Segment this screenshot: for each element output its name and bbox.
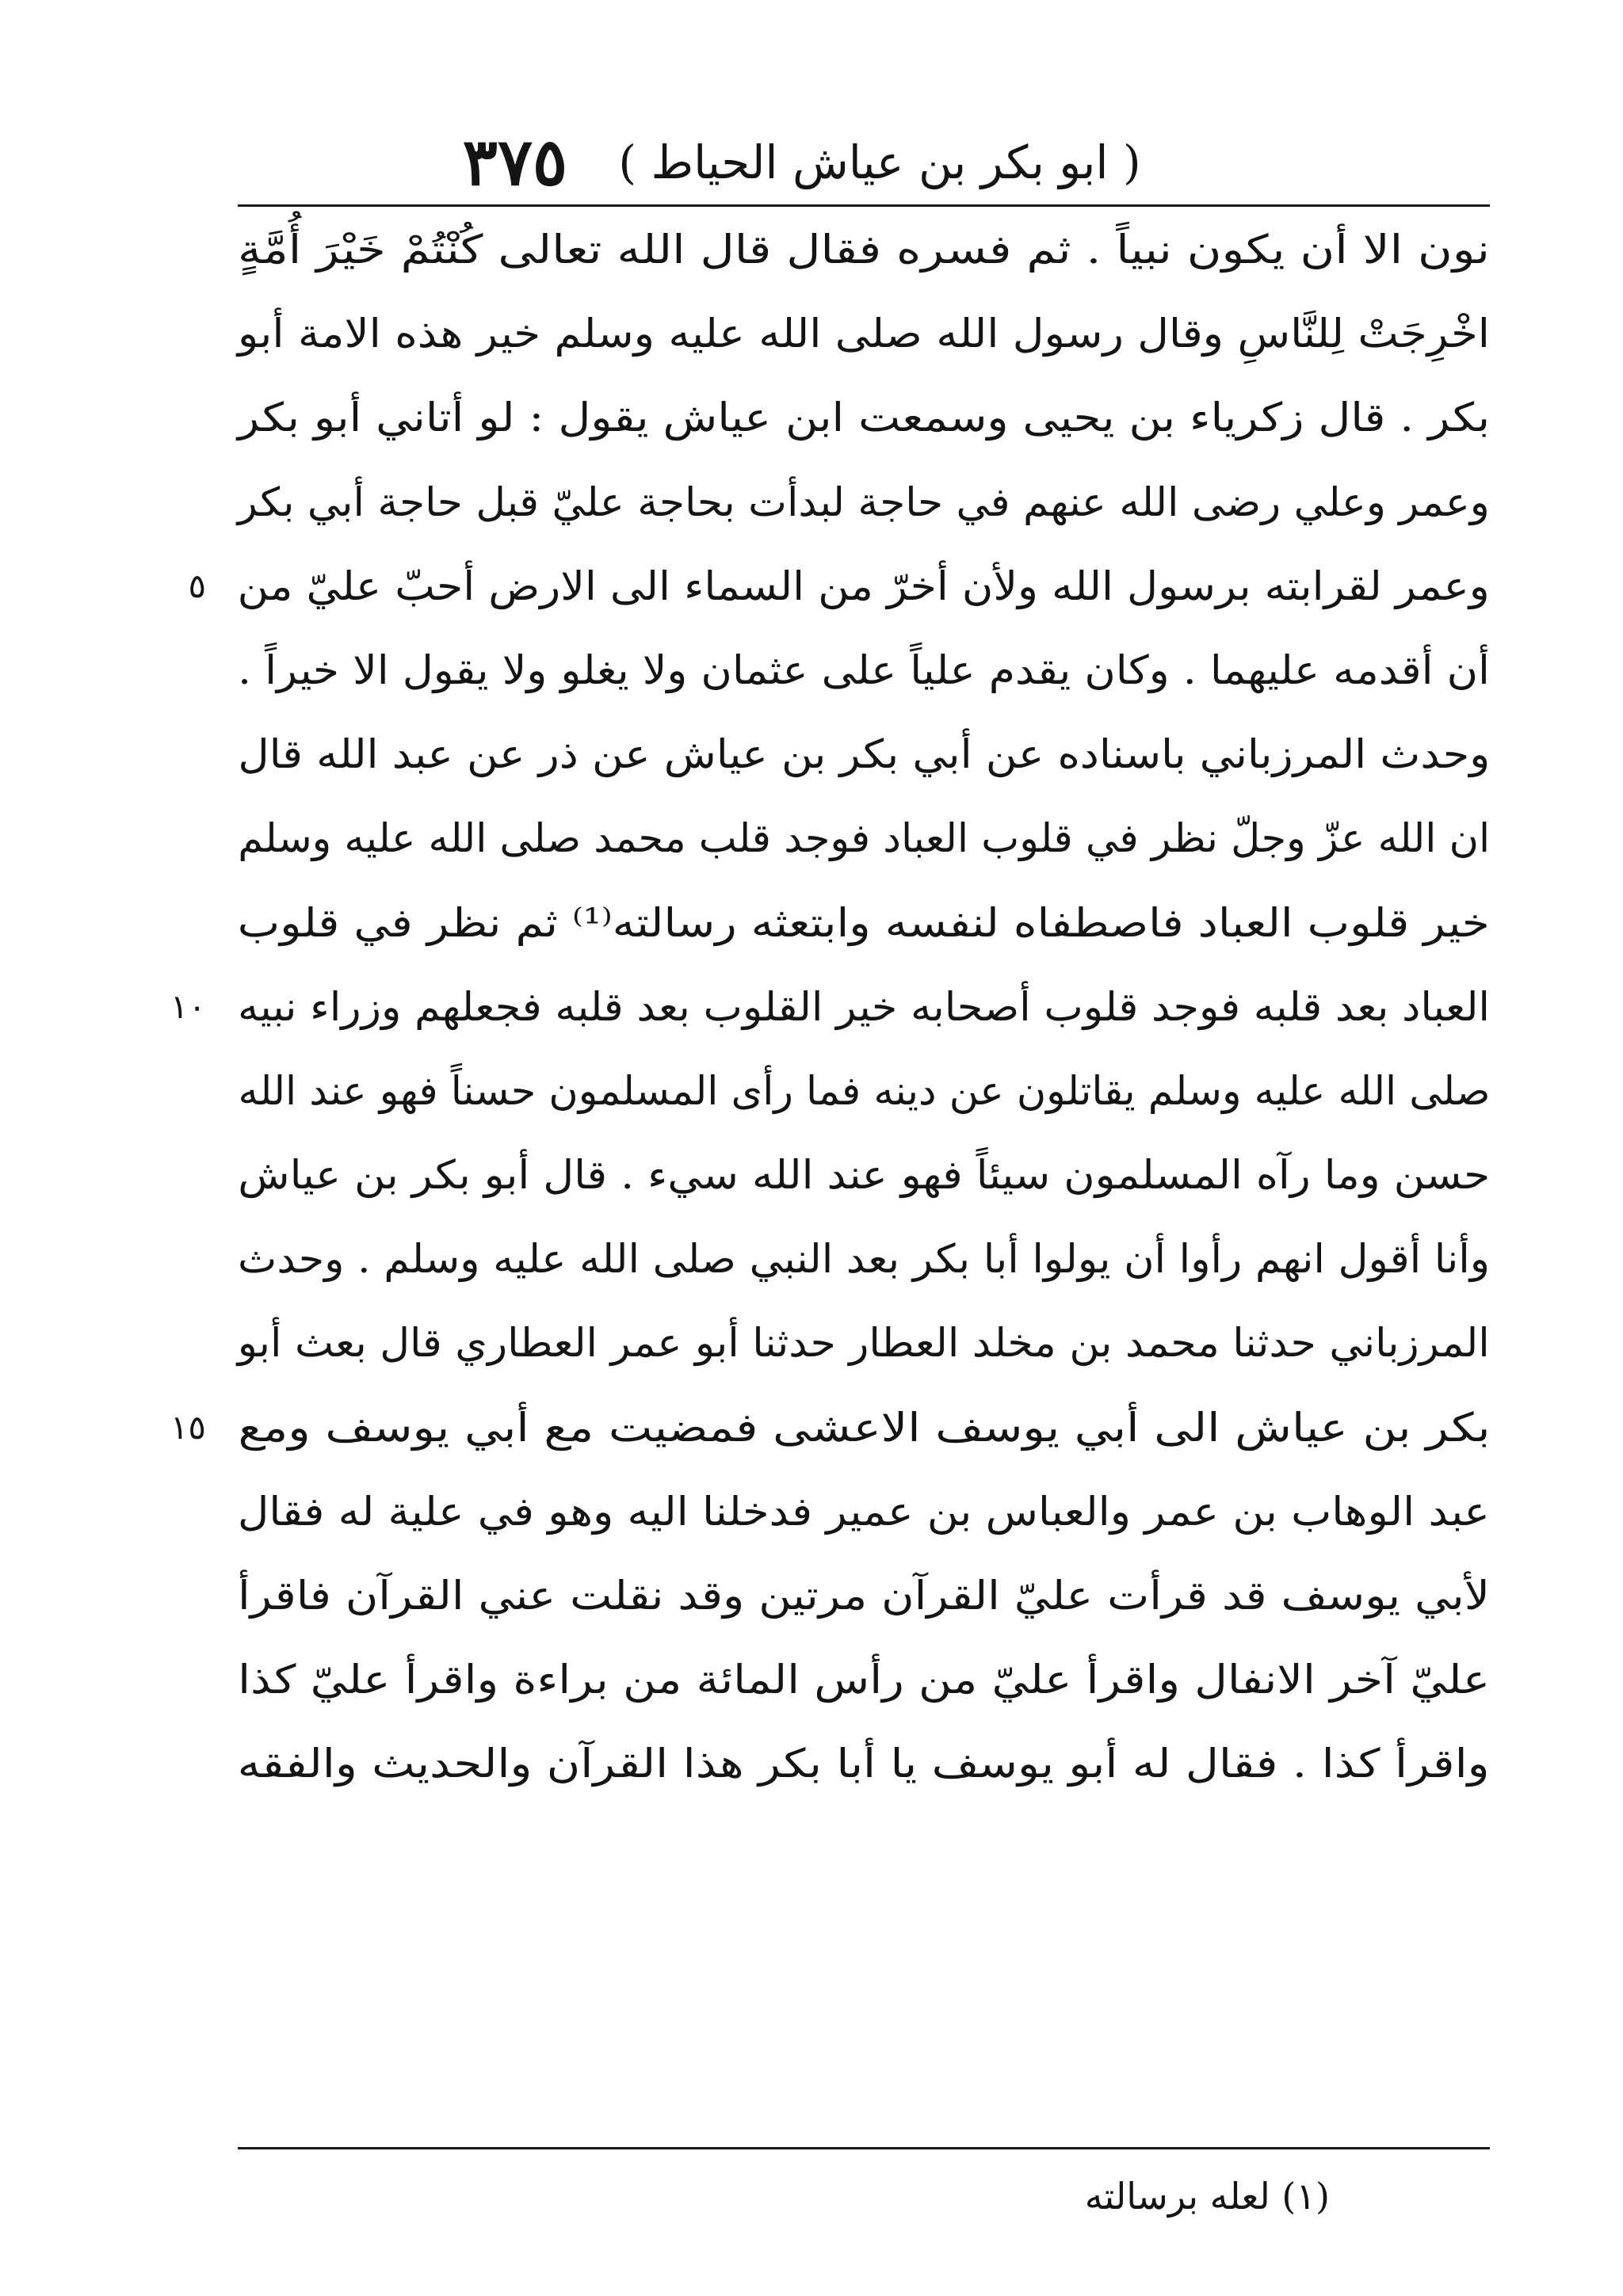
text-line <box>238 628 1490 712</box>
page-number: ٣٧٥ <box>462 124 568 200</box>
text-line <box>238 1638 1490 1722</box>
text-line-content: أن أقدمه عليهما . وكان يقدم علياً على عثمان ولا يغلو ولا يقول الا خيراً . <box>238 646 1490 693</box>
text-line <box>170 965 1490 1049</box>
text-line <box>238 1301 1490 1385</box>
footnote: (١) لعله برسالته <box>1084 2175 1330 2218</box>
text-line-content: وعمر وعلي رضى الله عنهم في حاجة لبدأت بحاجة عليّ قبل حاجة أبي بكر <box>238 479 1490 525</box>
text-line <box>238 796 1490 880</box>
text-line-content: وحدث المرزباني باسناده عن أبي بكر بن عياش عن ذر عن عبد الله قال <box>238 731 1490 778</box>
text-line-content: اخْرِجَتْ لِلنَّاسِ وقال رسول الله صلى الله عليه وسلم خير هذه الامة أبو <box>238 311 1490 357</box>
header-rule <box>238 204 1490 207</box>
text-line <box>238 1722 1490 1806</box>
text-line-content: المرزباني حدثنا محمد بن مخلد العطار حدثنا أبو عمر العطاري قال بعث أبو <box>238 1320 1490 1367</box>
text-line-content: خير قلوب العباد فاصطفاه لنفسه وابتعثه رسالته⁽¹⁾ ثم نظر في قلوب <box>238 899 1490 946</box>
text-line-content: بكر بن عياش الى أبي يوسف الاعشى فمضيت مع أبي يوسف ومع <box>238 1404 1490 1451</box>
text-line-content: واقرأ كذا . فقال له أبو يوسف يا أبا بكر هذا القرآن والحديث والفقه <box>238 1741 1490 1787</box>
text-line-content: بكر . قال زكرياء بن يحيى وسمعت ابن عياش يقول : لو أتاني أبو بكر <box>238 395 1490 441</box>
text-line <box>238 1133 1490 1217</box>
text-line-content: عبد الوهاب بن عمر والعباس بن عمير فدخلنا اليه وهو في علية له فقال <box>238 1488 1490 1535</box>
text-line-content: ان الله عزّ وجلّ نظر في قلوب العباد فوجد قلب محمد صلى الله عليه وسلم <box>238 815 1490 862</box>
text-line-content: وأنا أقول انهم رأوا أن يولوا أبا بكر بعد النبي صلى الله عليه وسلم . وحدث <box>237 1236 1490 1283</box>
running-title: ( ابو بكر بن عياش الحياط ) <box>618 135 1141 189</box>
margin-line-number: ٥ <box>188 566 206 605</box>
text-line <box>238 292 1490 376</box>
text-line <box>238 1470 1490 1554</box>
text-line <box>238 1217 1490 1301</box>
body-text <box>170 208 1490 1806</box>
text-line <box>238 881 1490 965</box>
text-line <box>170 1386 1490 1470</box>
text-line-content: نون الا أن يكون نبياً . ثم فسره فقال قال الله تعالى كُنْتُمْ خَيْرَ أُمَّةٍ <box>237 227 1490 273</box>
text-line <box>188 544 1490 628</box>
text-line <box>238 712 1490 796</box>
footnote-rule <box>238 2147 1490 2149</box>
text-line-content: لأبي يوسف قد قرأت عليّ القرآن مرتين وقد نقلت عني القرآن فاقرأ <box>238 1573 1490 1619</box>
text-line-content: وعمر لقرابته برسول الله ولأن أخرّ من السماء الى الارض أحبّ عليّ من <box>238 563 1490 609</box>
text-line-content: صلى الله عليه وسلم يقاتلون عن دينه فما رأى المسلمون حسناً فهو عند الله <box>238 1067 1490 1114</box>
text-line <box>238 376 1490 460</box>
text-line <box>238 208 1490 292</box>
text-line <box>238 1049 1490 1133</box>
page-header <box>238 119 1490 206</box>
text-line <box>238 460 1490 544</box>
text-line-content: العباد بعد قلبه فوجد قلوب أصحابه خير القلوب بعد قلبه فجعلهم وزراء نبيه <box>238 983 1490 1030</box>
margin-line-number: ١٠ <box>170 986 206 1026</box>
text-line <box>238 1554 1490 1638</box>
margin-line-number: ١٥ <box>170 1407 206 1447</box>
text-line-content: حسن وما رآه المسلمون سيئاً فهو عند الله سيء . قال أبو بكر بن عياش <box>237 1152 1490 1199</box>
text-line-content: عليّ آخر الانفال واقرأ عليّ من رأس المائة من براءة واقرأ عليّ كذا <box>238 1657 1490 1703</box>
